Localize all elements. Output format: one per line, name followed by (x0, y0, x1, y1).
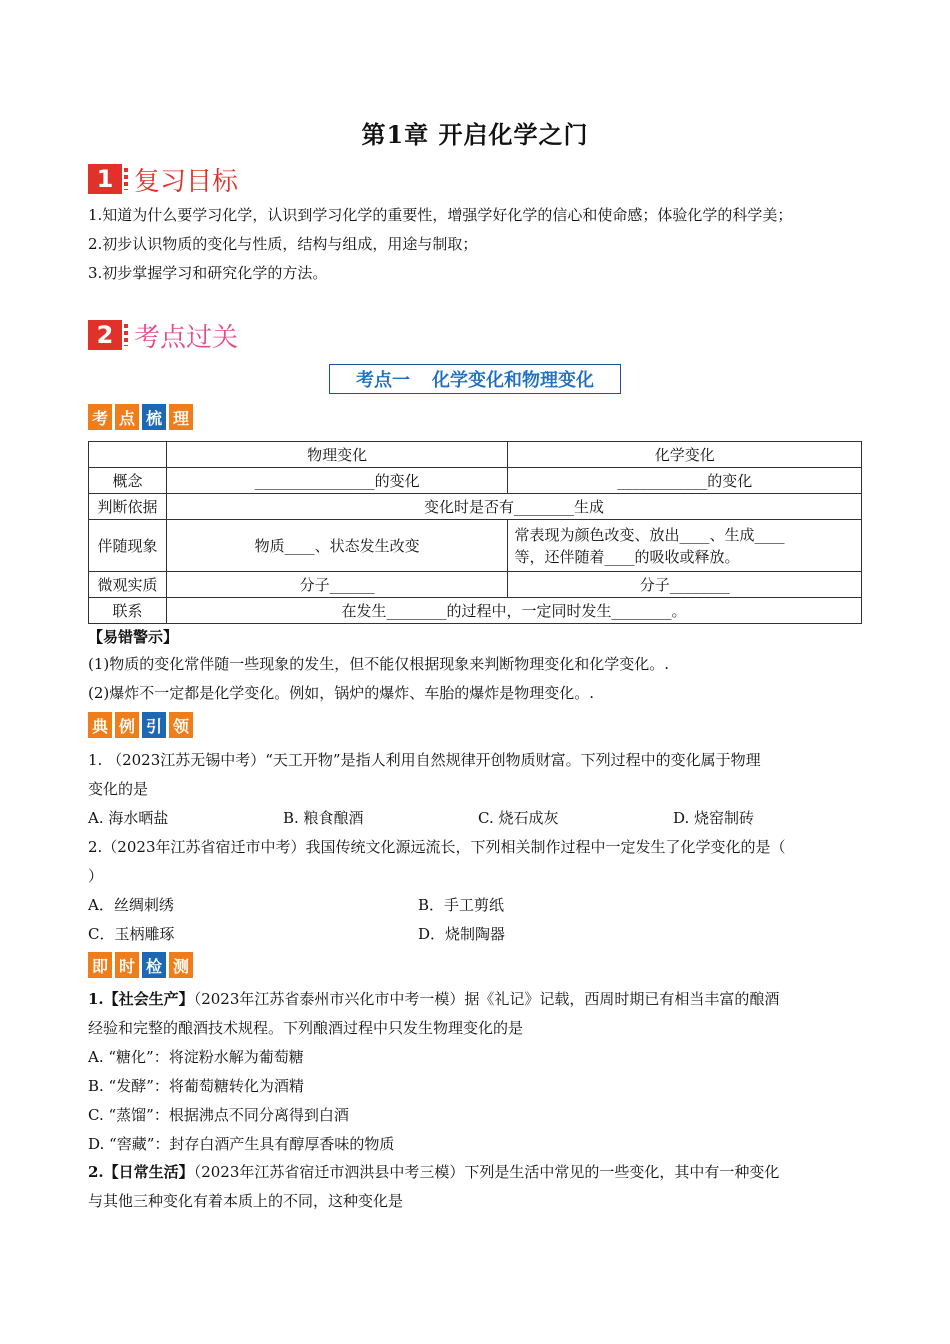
option-a: A. 海水晒盐 (88, 809, 169, 827)
question-stem: 2.（2023年江苏省宿迁市中考）我国传统文化源远流长，下列相关制作过程中一定发生了化学变化的是（ (88, 838, 786, 856)
table-cell: 分子______ (166, 572, 508, 598)
badge-kaodian-shuli (88, 404, 193, 430)
table-cell: ________________的变化 (166, 468, 508, 494)
goal-item: 1.知道为什么要学习化学，认识到学习化学的重要性，增强学好化学的信心和使命感；体验化学的科学美； (88, 206, 793, 224)
table-row (89, 442, 862, 468)
table-row (89, 572, 862, 598)
table-cell: 变化时是否有________生成 (166, 494, 861, 520)
question-number: 2. (88, 1163, 104, 1181)
table-cell: 分子________ (508, 572, 862, 598)
warning-item: (1)物质的变化常伴随一些现象的发生，但不能仅根据现象来判断物理变化和化学变化。. (88, 655, 670, 673)
table-cell: 概念 (89, 468, 167, 494)
option-b: B. “发酵”：将葡萄糖转化为酒精 (88, 1077, 304, 1095)
table-row (89, 520, 862, 572)
option-d: D．烧制陶器 (418, 925, 506, 943)
question-stem: （2023年江苏省泰州市兴化市中考一模）据《礼记》记载，西周时期已有相当丰富的酿酒 (193, 990, 780, 1008)
section-review-goals (88, 162, 238, 196)
option-b: B．手工剪纸 (418, 896, 505, 914)
table-cell: 物质____、状态发生改变 (166, 520, 508, 572)
chapter-title: 第1章 开启化学之门 (361, 120, 589, 149)
badge-jishi-jiance (88, 952, 193, 978)
cell-line: 等，还伴随着____的吸收或释放。 (514, 547, 740, 566)
question-tag: 【社会生产】 (103, 990, 194, 1008)
badge-char: 考 (88, 404, 112, 430)
table-cell: 联系 (89, 598, 167, 624)
badge-char: 典 (88, 712, 112, 738)
goals-list (88, 201, 868, 288)
check-question-1 (88, 985, 868, 1159)
option-b: B. 粮食酿酒 (283, 809, 364, 827)
option-d: D. 烧窑制砖 (673, 809, 755, 827)
question-number: 1. (88, 990, 104, 1008)
table-cell (508, 520, 862, 572)
check-question-2 (88, 1158, 868, 1216)
question-tag: 【日常生活】 (103, 1163, 194, 1181)
badge-char: 时 (115, 952, 139, 978)
option-c: C．玉柄雕琢 (88, 925, 175, 943)
option-a: A. “糖化”：将淀粉水解为葡萄糖 (88, 1048, 304, 1066)
table-cell: ____________的变化 (508, 468, 862, 494)
question-2 (88, 833, 868, 891)
option-c: C. 烧石成灰 (478, 809, 559, 827)
question-stem: 变化的是 (88, 780, 149, 798)
exam-point-heading (329, 364, 621, 394)
warning-item: (2)爆炸不一定都是化学变化。例如，锅炉的爆炸、车胎的爆炸是物理变化。. (88, 684, 595, 702)
cell-line: 常表现为颜色改变、放出____、生成____ (514, 525, 785, 544)
question-1-options (88, 804, 868, 833)
goal-item: 2.初步认识物质的变化与性质，结构与组成，用途与制取； (88, 235, 478, 253)
option-a: A．丝绸刺绣 (88, 896, 174, 914)
comparison-table (88, 441, 862, 624)
badge-char: 例 (115, 712, 139, 738)
badge-char: 梳 (142, 404, 166, 430)
question-stem: 与其他三种变化有着本质上的不同，这种变化是 (88, 1192, 404, 1210)
question-2-options (88, 891, 868, 949)
question-stem: ） (88, 867, 104, 885)
badge-char: 检 (142, 952, 166, 978)
exam-point-label: 考点一 (356, 370, 410, 391)
section-label: 复习目标 (134, 166, 239, 197)
badge-char: 测 (169, 952, 193, 978)
table-cell: 在发生________的过程中，一定同时发生________。 (166, 598, 861, 624)
badge-char: 理 (169, 404, 193, 430)
table-cell: 物理变化 (166, 442, 508, 468)
table-cell: 微观实质 (89, 572, 167, 598)
table-row (89, 598, 862, 624)
question-1 (88, 746, 868, 804)
question-stem: 1. （2023江苏无锡中考）“天工开物”是指人利用自然规律开创物质财富。下列过程中的变化属于物理 (88, 751, 761, 769)
table-row (89, 494, 862, 520)
table-cell: 判断依据 (89, 494, 167, 520)
warning-list (88, 650, 868, 708)
table-cell: 化学变化 (508, 442, 862, 468)
section-exam-points (88, 318, 238, 352)
question-stem: （2023年江苏省宿迁市泗洪县中考三模）下列是生活中常见的一些变化，其中有一种变化 (193, 1163, 780, 1181)
exam-point-topic: 化学变化和物理变化 (432, 370, 594, 391)
badge-char: 引 (142, 712, 166, 738)
badge-char: 领 (169, 712, 193, 738)
goal-item: 3.初步掌握学习和研究化学的方法。 (88, 264, 328, 282)
table-row (89, 468, 862, 494)
option-c: C. “蒸馏”：根据沸点不同分离得到白酒 (88, 1106, 349, 1124)
option-d: D. “窖藏”：封存白酒产生具有醇厚香味的物质 (88, 1135, 395, 1153)
table-cell: 伴随现象 (89, 520, 167, 572)
section-number: 1 (88, 164, 122, 194)
section-number: 2 (88, 320, 122, 350)
table-cell (89, 442, 167, 468)
badge-dianli-yinling (88, 712, 193, 738)
badge-char: 点 (115, 404, 139, 430)
badge-char: 即 (88, 952, 112, 978)
question-stem: 经验和完整的酿酒技术规程。下列酿酒过程中只发生物理变化的是 (88, 1019, 524, 1037)
section-label: 考点过关 (134, 322, 239, 353)
warning-title: 【易错警示】 (88, 628, 179, 646)
